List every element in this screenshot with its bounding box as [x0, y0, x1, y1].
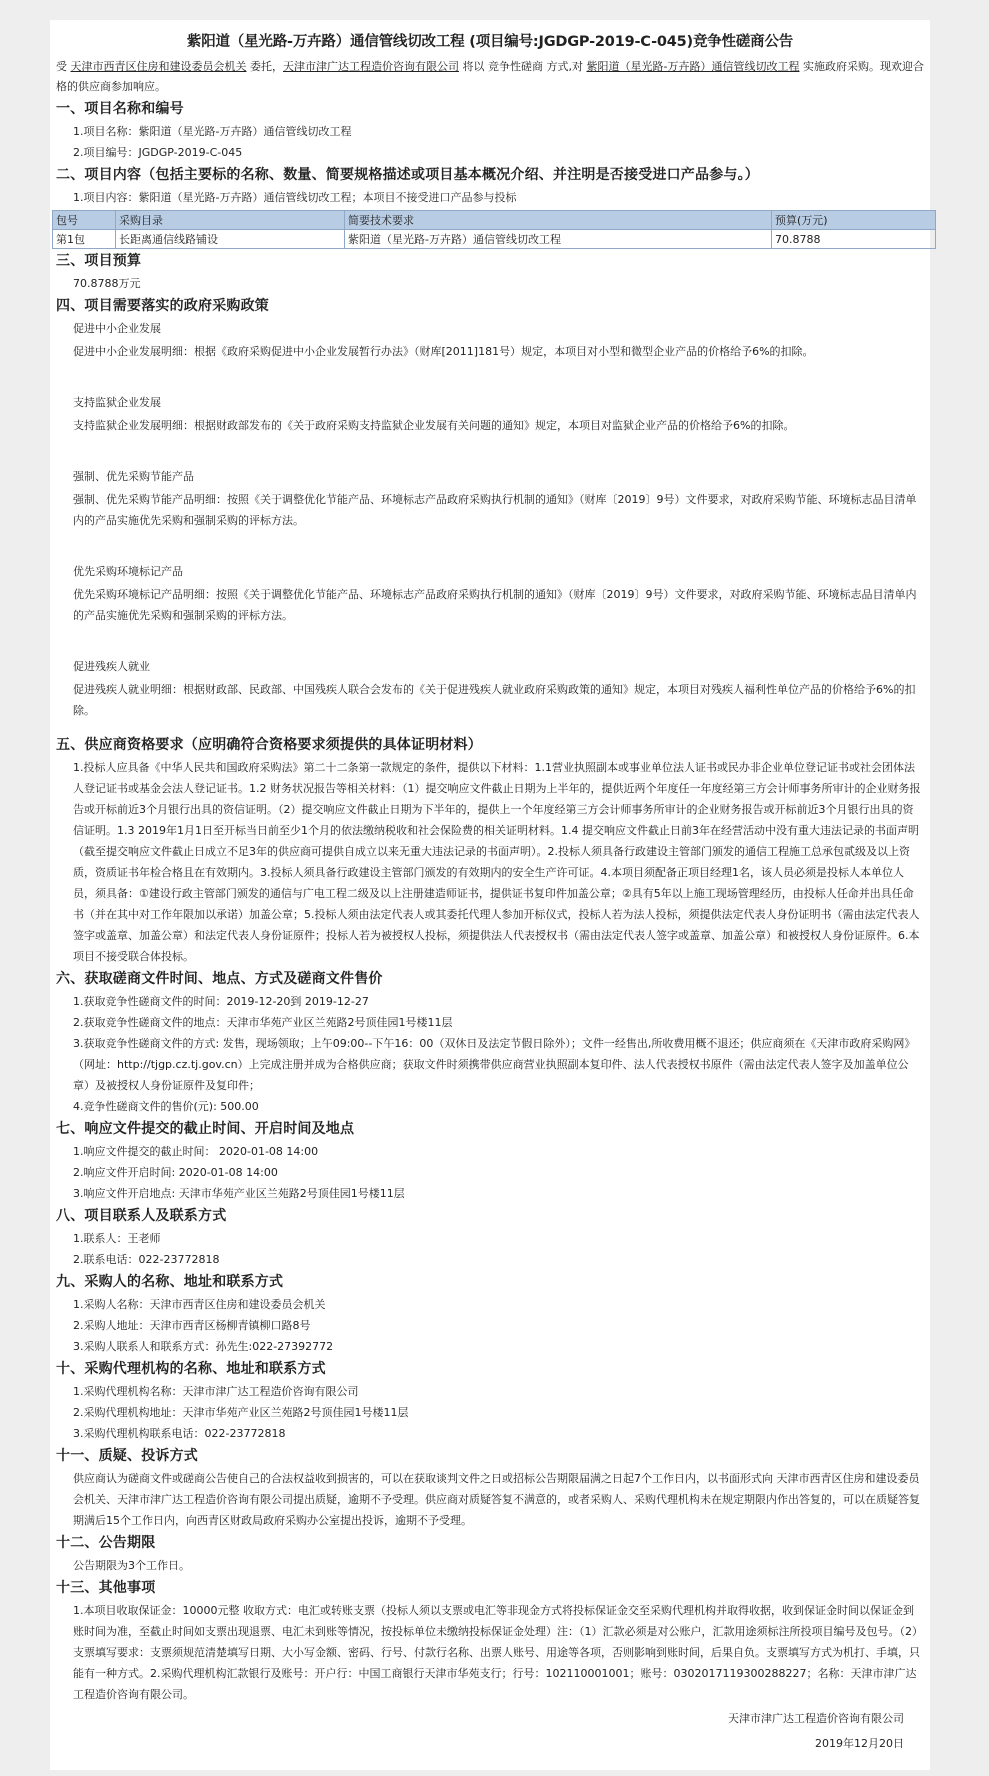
announcement-page: [50, 20, 930, 1770]
policy-title: 促进残疾人就业: [73, 660, 150, 673]
section-heading: 四、项目需要落实的政府采购政策: [56, 298, 269, 314]
agency-address: 2.采购代理机构地址：天津市华苑产业区兰苑路2号顶佳园1号楼11层: [73, 1406, 409, 1419]
section-heading: 十一、质疑、投诉方式: [56, 1448, 198, 1464]
entrusting-party-link[interactable]: 天津市西青区住房和建设委员会机关: [70, 60, 247, 73]
policy-text: 促进残疾人就业明细：根据财政部、民政部、中国残疾人联合会发布的《关于促进残疾人就业政府采购政策的通知》规定，本项目对残疾人福利性单位产品的价格给予6%的扣除。: [73, 683, 916, 717]
section-heading: 十二、公告期限: [56, 1535, 156, 1551]
other-matters-text: 1.本项目收取保证金：10000元整 收取方式：电汇或转账支票（投标人须以支票或电汇等非现金方式将投标保证金交至采购代理机构并取得收据，收到保证金时间以保证金到账时间为准，至截止时间如支票出现退票、电汇未到账等情况，按投标单位未缴纳投标保证金处理）注：（1）汇款必须是对公账户，汇款用途须标注所投项目编号及包号。（2）支票填写要求：支票须规范清楚填写日期、大小写金额、密码、行号、付款行名称、出票人账号、用途等各项，否则影响到账时间，后果自负。支票填写方式为机打、手填，只能有一种方式。2.采购代理机构汇款银行及账号：开户行：中国工商银行天津市华苑支行；行号：102110001001；账号：0302017119300288227；名称：天津市津广达工程造价咨询有限公司。: [73, 1604, 923, 1701]
policy-block: [56, 392, 924, 436]
intro-text: 将以 竞争性磋商 方式,对: [459, 60, 587, 73]
opening-time: 2.响应文件开启时间: 2020-01-08 14:00: [73, 1166, 278, 1179]
opening-place: 3.响应文件开启地点: 天津市华苑产业区兰苑路2号顶佳园1号楼11层: [73, 1187, 405, 1200]
policy-text: 强制、优先采购节能产品明细：按照《关于调整优化节能产品、环境标志产品政府采购执行机制的通知》（财库〔2019〕9号）文件要求，对政府采购节能、环境标志品目清单内的产品实施优先采购和强制采购的评标方法。: [73, 493, 917, 527]
signature-org: 天津市津广达工程造价咨询有限公司: [728, 1712, 904, 1725]
acquire-place: 2.获取竞争性磋商文件的地点：天津市华苑产业区兰苑路2号顶佳园1号楼11层: [73, 1016, 453, 1029]
budget-value: 70.8788万元: [73, 277, 141, 290]
section-heading: 五、供应商资格要求（应明确符合资格要求须提供的具体证明材料）: [56, 737, 482, 753]
qualification-text: 1.投标人应具备《中华人民共和国政府采购法》第二十二条第一款规定的条件，提供以下材料：1.1营业执照副本或事业单位法人证书或民办非企业单位登记证书或社会团体法人登记证书或基金会法人登记证书。1.2 财务状况报告等相关材料：（1）提交响应文件截止日期为上半年的，提供近两个年度任一年度经第三方会计师事务所审计的企业财务报告或开标前近3个月银行出具的资信证明。（2）提交响应文件截止日期为下半年的，提供上一个年度经第三方会计师事务所审计的企业财务报告或开标前近3个月银行出具的资信证明。1.3 2019年1月1日至开标当日前至少1个月的依法缴纳税收和社会保险费的相关证明材料。1.4 提交响应文件截止日前3年在经营活动中没有重大违法记录的书面声明（截至提交响应文件截止日成立不足3年的供应商可提供自成立以来无重大违法记录的书面声明）。2.投标人须具备行政建设主管部门颁发的通信工程施工总承包贰级及以上资质，资质证书年检合格且在有效期内。3.投标人须具备行政建设主管部门颁发的有效期内的安全生产许可证。4.本项目须配备正项目经理1名，该人员必须是投标人本单位人员，须具备：①建设行政主管部门颁发的通信与广电工程二级及以上注册建造师证书，提供证书复印件加盖公章；②具有5年以上施工现场管理经历，由投标人任命并出具任命书（并在其中对工作年限加以承诺）加盖公章；5.投标人须由法定代表人或其委托代理人参加开标仪式，投标人若为法人投标，须提供法定代表人身份证明书（需由法定代表人签字或盖章、加盖公章）和法定代表人身份证原件；投标人若为被授权人投标，须提供法人代表授权书（需由法定代表人签字或盖章、加盖公章）和被授权人身份证原件。6.本项目不接受联合体投标。: [73, 761, 921, 963]
intro-text: 委托，: [246, 60, 283, 73]
section-heading: 十、采购代理机构的名称、地址和联系方式: [56, 1361, 326, 1377]
notice-period: 公告期限为3个工作日。: [73, 1559, 190, 1572]
contact-person: 1.联系人：王老师: [73, 1232, 161, 1245]
package-table: [52, 210, 936, 249]
table-cell: 紫阳道（星光路-万卉路）通信管线切改工程: [345, 230, 772, 249]
policy-text: 优先采购环境标记产品明细：按照《关于调整优化节能产品、环境标志产品政府采购执行机制的通知》（财库〔2019〕9号）文件要求，对政府采购节能、环境标志品目清单内的产品实施优先采购和强制采购的评标方法。: [73, 588, 917, 622]
purchaser-name: 1.采购人名称：天津市西青区住房和建设委员会机关: [73, 1298, 326, 1311]
table-header: 简要技术要求: [345, 211, 772, 230]
contact-phone: 2.联系电话：022-23772818: [73, 1253, 220, 1266]
purchaser-address: 2.采购人地址：天津市西青区杨柳青镇柳口路8号: [73, 1319, 311, 1332]
section-heading: 三、项目预算: [56, 253, 142, 269]
section-heading: 二、项目内容（包括主要标的名称、数量、简要规格描述或项目基本概况介绍、并注明是否接受进口产品参与。）: [56, 167, 759, 183]
section-heading: 六、获取磋商文件时间、地点、方式及磋商文件售价: [56, 971, 383, 987]
table-cell: 70.8788: [772, 230, 936, 249]
purchaser-contact: 3.采购人联系人和联系方式：孙先生:022-27392772: [73, 1340, 334, 1353]
policy-block: [56, 466, 924, 531]
policy-block: [56, 318, 924, 362]
policy-block: [56, 561, 924, 626]
section-heading: 一、项目名称和编号: [56, 101, 184, 117]
policy-text: 支持监狱企业发展明细：根据财政部发布的《关于政府采购支持监狱企业发展有关问题的通知》规定，本项目对监狱企业产品的价格给予6%的扣除。: [73, 419, 795, 432]
agency-link[interactable]: 天津市津广达工程造价咨询有限公司: [283, 60, 459, 73]
agency-name: 1.采购代理机构名称：天津市津广达工程造价咨询有限公司: [73, 1385, 359, 1398]
project-name: 1.项目名称：紫阳道（星光路-万卉路）通信管线切改工程: [73, 125, 352, 138]
project-link[interactable]: 紫阳道（星光路-万卉路）通信管线切改工程: [586, 60, 800, 73]
intro-paragraph: [56, 57, 924, 97]
table-header: 采购目录: [116, 211, 345, 230]
table-row: [53, 230, 936, 249]
section-heading: 十三、其他事项: [56, 1580, 156, 1596]
project-content: 1.项目内容：紫阳道（星光路-万卉路）通信管线切改工程；本项目不接受进口产品参与投标: [73, 191, 517, 204]
table-header: 预算(万元): [772, 211, 936, 230]
agency-phone: 3.采购代理机构联系电话：022-23772818: [73, 1427, 286, 1440]
table-cell: 长距离通信线路铺设: [116, 230, 345, 249]
acquire-time: 1.获取竞争性磋商文件的时间：2019-12-20到 2019-12-27: [73, 995, 369, 1008]
document-price: 4.竞争性磋商文件的售价(元): 500.00: [73, 1100, 259, 1113]
intro-text: 实施政府采购。现欢迎合格的供应商参加响应。: [56, 60, 924, 93]
deadline: 1.响应文件提交的截止时间： 2020-01-08 14:00: [73, 1145, 319, 1158]
section-heading: 九、采购人的名称、地址和联系方式: [56, 1274, 284, 1290]
page-title: 紫阳道（星光路-万卉路）通信管线切改工程 (项目编号:JGDGP-2019-C-045)竞争性磋商公告: [186, 34, 794, 50]
signature-date: 2019年12月20日: [815, 1737, 904, 1750]
policy-title: 促进中小企业发展: [73, 322, 161, 335]
policy-block: [56, 656, 924, 721]
policy-text: 促进中小企业发展明细：根据《政府采购促进中小企业发展暂行办法》（财库[2011]181号）规定，本项目对小型和微型企业产品的价格给予6%的扣除。: [73, 345, 814, 358]
complaint-text: 供应商认为磋商文件或磋商公告使自己的合法权益收到损害的，可以在获取谈判文件之日或招标公告期限届满之日起7个工作日内，以书面形式向 天津市西青区住房和建设委员会机关、天津市津广达工程造价咨询有限公司提出质疑，逾期不予受理。供应商对质疑答复不满意的，或者采购人、采购代理机构未在规定期限内作出答复的，可以在质疑答复期满后15个工作日内，向西青区财政局政府采购办公室提出投诉，逾期不予受理。: [73, 1472, 920, 1527]
section-heading: 八、项目联系人及联系方式: [56, 1208, 227, 1224]
policy-title: 优先采购环境标记产品: [73, 565, 183, 578]
table-cell: 第1包: [53, 230, 116, 249]
intro-text: 受: [56, 60, 71, 73]
table-header-row: [53, 211, 936, 230]
section-heading: 七、响应文件提交的截止时间、开启时间及地点: [56, 1121, 355, 1137]
policy-title: 支持监狱企业发展: [73, 396, 161, 409]
table-header: 包号: [53, 211, 116, 230]
acquire-method: 3.获取竞争性磋商文件的方式: 发售，现场领取；上午09:00--下午16：00（双休日及法定节假日除外）；文件一经售出,所收费用概不退还；供应商须在《天津市政府采购网》（网址：http://tjgp.cz.tj.gov.cn）上完成注册并成为合格供应商；获取文件时须携带供应商营业执照副本复印件、法人代表授权书原件（需由法定代表人签字及加盖单位公章）及被授权人身份证原件及复印件；: [73, 1037, 916, 1092]
policy-title: 强制、优先采购节能产品: [73, 470, 194, 483]
project-number: 2.项目编号：JGDGP-2019-C-045: [73, 146, 243, 159]
